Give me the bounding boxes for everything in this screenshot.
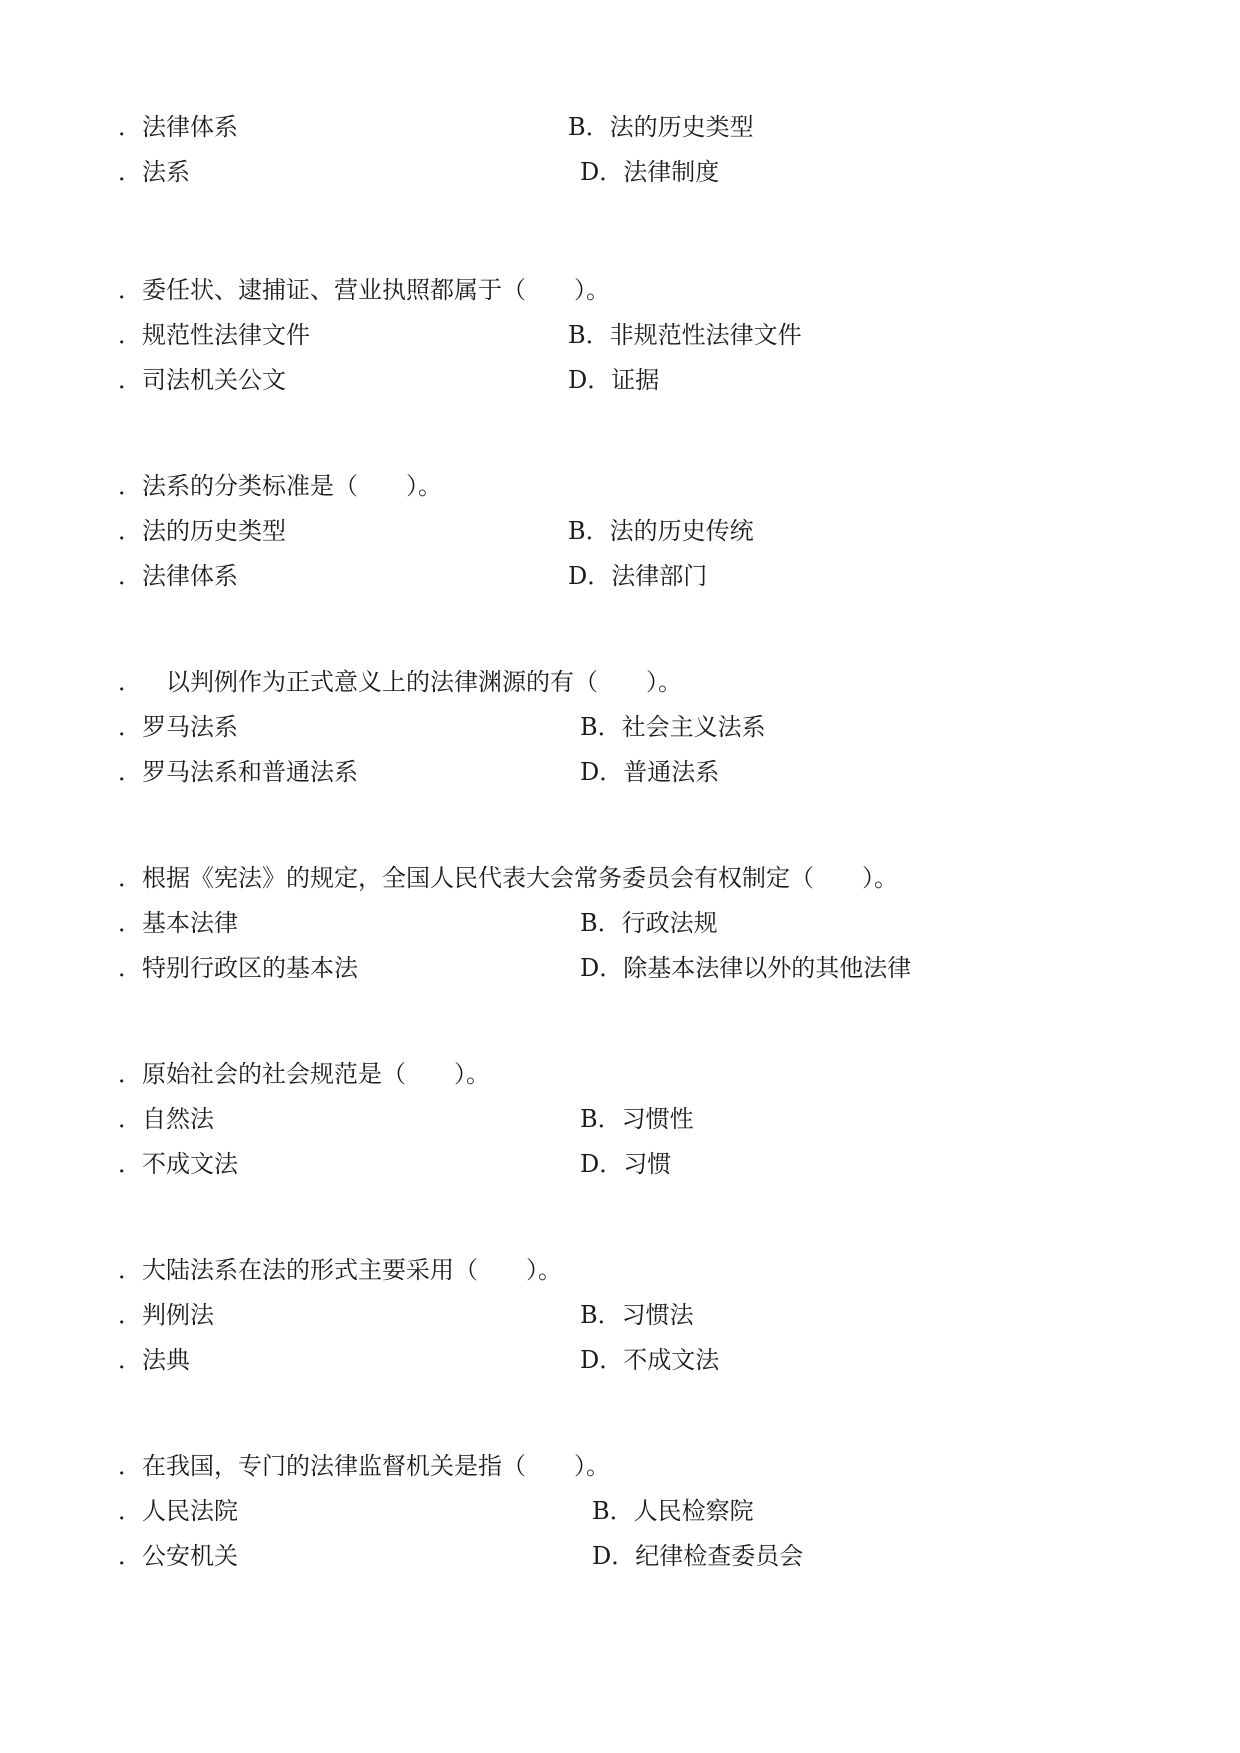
q6-stem: ．原始社会的社会规范是（ ）。 [118, 1060, 490, 1088]
option-dot: ． [118, 562, 142, 590]
option-dot: ． [118, 517, 142, 545]
q3-option-d: D．法律部门 [568, 562, 708, 590]
q7-stem: ．大陆法系在法的形式主要采用（ ）。 [118, 1256, 562, 1284]
option-dot: ． [118, 158, 142, 186]
q7-option-b: B．习惯法 [580, 1301, 694, 1329]
q2-option-c: ．司法机关公文 [118, 366, 286, 394]
option-dot: ． [118, 1150, 142, 1178]
q4-option-d: D．普通法系 [580, 758, 720, 786]
q5-stem: ．根据《宪法》的规定，全国人民代表大会常务委员会有权制定（ ）。 [118, 864, 898, 892]
q4-stem: ． 以判例作为正式意义上的法律渊源的有（ ）。 [118, 668, 682, 696]
option-dot: ． [118, 1497, 142, 1525]
q7-option-a: ．判例法 [118, 1301, 214, 1329]
option-dot: ． [118, 954, 142, 982]
option-dot: ． [118, 321, 142, 349]
question-dot: ． [118, 668, 142, 696]
question-dot: ． [118, 1452, 142, 1480]
q4-option-c: ．罗马法系和普通法系 [118, 758, 358, 786]
q1-option-d: D．法律制度 [580, 158, 720, 186]
q8-option-c: ．公安机关 [118, 1542, 238, 1570]
question-dot: ． [118, 1256, 142, 1284]
option-dot: ． [118, 713, 142, 741]
q6-option-b: B．习惯性 [580, 1105, 694, 1133]
q1-option-a: ．法律体系 [118, 113, 238, 141]
q3-option-c: ．法律体系 [118, 562, 238, 590]
option-dot: ． [118, 1301, 142, 1329]
question-dot: ． [118, 864, 142, 892]
question-dot: ． [118, 1060, 142, 1088]
q2-option-b: B．非规范性法律文件 [568, 321, 802, 349]
option-dot: ． [118, 1346, 142, 1374]
q7-option-c: ．法典 [118, 1346, 190, 1374]
option-dot: ． [118, 1105, 142, 1133]
q5-option-c: ．特别行政区的基本法 [118, 954, 358, 982]
q5-option-a: ．基本法律 [118, 909, 238, 937]
q8-stem: ．在我国，专门的法律监督机关是指（ ）。 [118, 1452, 610, 1480]
q8-option-d: D．纪律检查委员会 [592, 1542, 804, 1570]
option-dot: ． [118, 1542, 142, 1570]
q3-option-b: B．法的历史传统 [568, 517, 754, 545]
q5-option-d: D．除基本法律以外的其他法律 [580, 954, 912, 982]
q4-option-b: B．社会主义法系 [580, 713, 766, 741]
question-dot: ． [118, 276, 142, 304]
q6-option-c: ．不成文法 [118, 1150, 238, 1178]
option-dot: ． [118, 366, 142, 394]
q6-option-a: ．自然法 [118, 1105, 214, 1133]
option-dot: ． [118, 113, 142, 141]
q3-option-a: ．法的历史类型 [118, 517, 286, 545]
q4-option-a: ．罗马法系 [118, 713, 238, 741]
q6-option-d: D．习惯 [580, 1150, 672, 1178]
q1-option-b: B．法的历史类型 [568, 113, 754, 141]
q7-option-d: D．不成文法 [580, 1346, 720, 1374]
option-dot: ． [118, 909, 142, 937]
q1-option-c: ．法系 [118, 158, 190, 186]
question-dot: ． [118, 472, 142, 500]
q2-option-d: D．证据 [568, 366, 660, 394]
option-dot: ． [118, 758, 142, 786]
q8-option-b: B．人民检察院 [592, 1497, 754, 1525]
q5-option-b: B．行政法规 [580, 909, 718, 937]
q8-option-a: ．人民法院 [118, 1497, 238, 1525]
q2-stem: ．委任状、逮捕证、营业执照都属于（ ）。 [118, 276, 610, 304]
q2-option-a: ．规范性法律文件 [118, 321, 310, 349]
q3-stem: ．法系的分类标准是（ ）。 [118, 472, 442, 500]
